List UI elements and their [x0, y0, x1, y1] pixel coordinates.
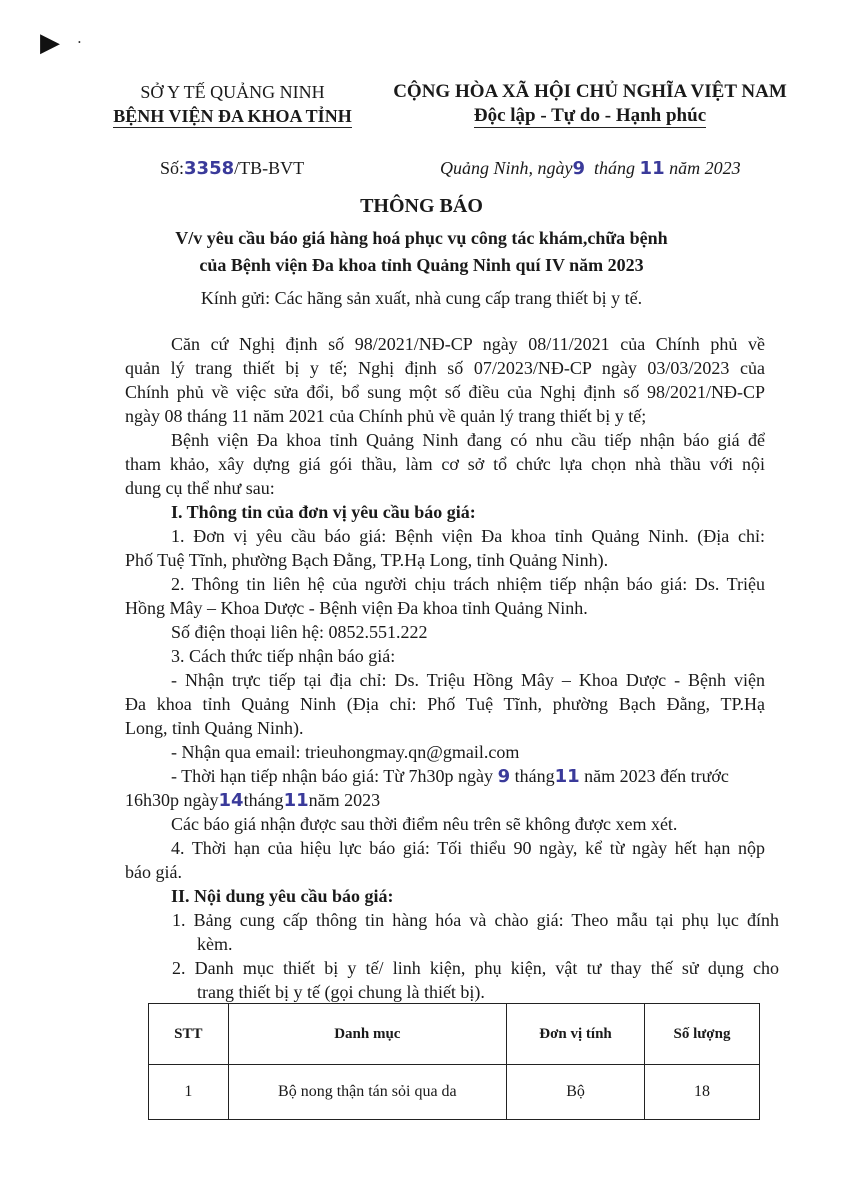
- cell-stt: 1: [149, 1065, 229, 1120]
- number-value: 3358: [184, 158, 235, 179]
- date-month: 11: [639, 158, 665, 179]
- paragraph-line: Căn cứ Nghị định số 98/2021/NĐ-CP ngày 08/11/2021 của Chính phủ về: [171, 334, 765, 354]
- paragraph-line: quản lý trang thiết bị y tế; Nghị định số 07/2023/NĐ-CP ngày 03/03/2023 của: [125, 358, 765, 378]
- subtitle-line-1: V/v yêu cầu báo giá hàng hoá phục vụ công tác khám,chữa bệnh: [175, 228, 668, 248]
- deadline-month-start: 11: [554, 766, 580, 787]
- deadline-text: tháng: [514, 766, 555, 786]
- phone-line: Số điện thoại liên hệ: 0852.551.222: [171, 622, 428, 642]
- paragraph-line: dung cụ thể như sau:: [125, 478, 275, 498]
- scan-dot-icon: •: [78, 38, 81, 47]
- paragraph-line: 4. Thời hạn của hiệu lực báo giá: Tối thiểu 90 ngày, kể từ ngày hết hạn nộp: [171, 838, 765, 858]
- paragraph-line: - Nhận trực tiếp tại địa chỉ: Ds. Triệu Hồng Mây – Khoa Dược - Bệnh viện: [171, 670, 765, 690]
- paragraph-line: Phố Tuệ Tĩnh, phường Bạch Đằng, TP.Hạ Long, tỉnh Quảng Ninh).: [125, 550, 609, 570]
- item-table: [148, 1003, 760, 1120]
- paragraph-line: Đa khoa tỉnh Quảng Ninh (Địa chỉ: Phố Tuệ Tĩnh, phường Bạch Đằng, TP.Hạ: [125, 694, 765, 714]
- cell-danh-muc: Bộ nong thận tán sỏi qua da: [228, 1065, 506, 1120]
- header-so-luong: Số lượng: [645, 1004, 760, 1065]
- header-danh-muc: Danh mục: [228, 1004, 506, 1065]
- deadline-day-start: 9: [497, 766, 511, 787]
- nation-line-1: CỘNG HÒA XÃ HỘI CHỦ NGHĨA VIỆT NAM: [393, 81, 787, 102]
- table-header-row: [149, 1004, 760, 1065]
- deadline-line-2: [125, 789, 765, 812]
- deadline-text: năm 2023 đến trước: [584, 766, 729, 786]
- deadline-text: - Thời hạn tiếp nhận báo giá: Từ 7h30p ngày: [171, 766, 494, 786]
- date-month-label: tháng: [594, 158, 636, 178]
- paragraph-line: 1. Bảng cung cấp thông tin hàng hóa và chào giá: Theo mẫu tại phụ lục đính: [172, 910, 779, 930]
- deadline-text: năm 2023: [308, 790, 381, 810]
- scan-mark-icon: ▶: [40, 28, 60, 57]
- nation-line-2: Độc lập - Tự do - Hạnh phúc: [473, 105, 707, 126]
- cell-don-vi: Bộ: [507, 1065, 645, 1120]
- cell-so-luong: 18: [645, 1065, 760, 1120]
- paragraph-line: báo giá.: [125, 862, 182, 882]
- deadline-month-end: 11: [283, 790, 309, 811]
- number-prefix: Số:: [160, 158, 185, 178]
- paragraph-line: Hồng Mây – Khoa Dược - Bệnh viện Đa khoa tỉnh Quảng Ninh.: [125, 598, 588, 618]
- document-title: THÔNG BÁO: [360, 195, 483, 217]
- paragraph-line: Long, tỉnh Quảng Ninh).: [125, 718, 304, 738]
- org-header: [105, 80, 360, 128]
- date-day: 9: [572, 158, 586, 179]
- number-suffix: /TB-BVT: [234, 158, 305, 178]
- document-subtitle: [0, 225, 843, 279]
- paragraph-line: Bệnh viện Đa khoa tỉnh Quảng Ninh đang có nhu cầu tiếp nhận báo giá để: [171, 430, 765, 450]
- section-heading: II. Nội dung yêu cầu báo giá:: [171, 886, 394, 906]
- paragraph-line: Các báo giá nhận được sau thời điểm nêu trên sẽ không được xem xét.: [171, 814, 678, 834]
- document-number: [160, 158, 304, 179]
- org-line-2: BỆNH VIỆN ĐA KHOA TỈNH: [113, 106, 352, 126]
- paragraph-line: trang thiết bị y tế (gọi chung là thiết bị).: [197, 982, 485, 1002]
- deadline-text: tháng: [243, 790, 284, 810]
- date-year: năm 2023: [669, 158, 741, 178]
- nation-header: [370, 80, 810, 128]
- recipient-line: Kính gửi: Các hãng sản xuất, nhà cung cấp trang thiết bị y tế.: [200, 288, 643, 308]
- paragraph-line: kèm.: [197, 934, 233, 954]
- date-place: Quảng Ninh, ngày: [440, 158, 573, 178]
- deadline-day-end: 14: [218, 790, 244, 811]
- paragraph-line: ngày 08 tháng 11 năm 2021 của Chính phủ về quản lý trang thiết bị y tế;: [125, 406, 647, 426]
- paragraph-line: 2. Thông tin liên hệ của người chịu trách nhiệm tiếp nhận báo giá: Ds. Triệu: [171, 574, 765, 594]
- section-heading: I. Thông tin của đơn vị yêu cầu báo giá:: [171, 502, 476, 522]
- deadline-text: 16h30p ngày: [125, 790, 219, 810]
- document-date: [440, 158, 741, 179]
- header-stt: STT: [149, 1004, 229, 1065]
- org-line-1: SỞ Y TẾ QUẢNG NINH: [140, 82, 325, 102]
- email-line: - Nhận qua email: trieuhongmay.qn@gmail.com: [171, 742, 520, 762]
- paragraph-line: Chính phủ về việc sửa đổi, bổ sung một số điều của Nghị định số 98/2021/NĐ-CP: [125, 382, 765, 402]
- header-don-vi: Đơn vị tính: [507, 1004, 645, 1065]
- subtitle-line-2: của Bệnh viện Đa khoa tỉnh Quảng Ninh quí IV năm 2023: [199, 255, 644, 275]
- paragraph-line: 1. Đơn vị yêu cầu báo giá: Bệnh viện Đa khoa tỉnh Quảng Ninh. (Địa chỉ:: [171, 526, 765, 546]
- paragraph-line: tham khảo, xây dựng giá gói thầu, làm cơ sở tổ chức lựa chọn nhà thầu với nội: [125, 454, 765, 474]
- table-row: [149, 1065, 760, 1120]
- paragraph-line: 3. Cách thức tiếp nhận báo giá:: [171, 646, 396, 666]
- paragraph-line: 2. Danh mục thiết bị y tế/ linh kiện, phụ kiện, vật tư thay thế sử dụng cho: [172, 958, 779, 978]
- deadline-line: [125, 765, 765, 788]
